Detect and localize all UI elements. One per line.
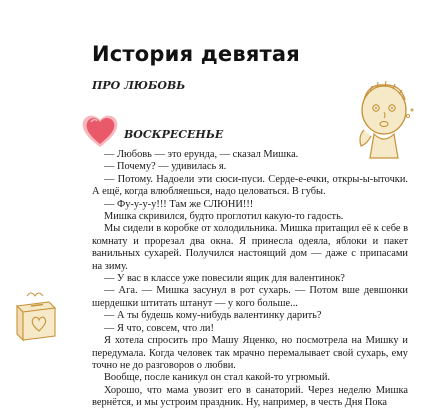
paragraph: — Фу-у-у-у!!! Там же СЛЮНИ!!!	[104, 198, 254, 210]
section-heading: ВОСКРЕСЕНЬЕ	[124, 128, 224, 141]
paragraph: — Я что, совсем, что ли!	[104, 322, 214, 334]
paragraph: Мы сидели в коробке от холодильника. Мишка притащил её к себе в комнату и прорезал два окна. Я принесла одеяла, яблоки и пакет ванильных сухарей. Получился настоящий дом — даже с припасами на зиму.	[92, 223, 408, 272]
paragraph: Я хотела спросить про Машу Яценко, но посмотрела на Мишку и передумала. Когда человек так мрачно перемалывает свой сухарь, ему точно не до разговоров о любви.	[92, 335, 408, 371]
heart-icon	[80, 111, 120, 149]
paragraph: Мишка скривился, будто проглотил какую-то гадость.	[104, 211, 344, 223]
paragraph: Хорошо, что мама увозит его в санаторий. Через неделю Мишка вернётся, и мы устроим праздник. Ну, например, в честь Дня Пока	[92, 384, 408, 409]
chapter-subtitle: ПРО ЛЮБОВЬ	[92, 79, 186, 92]
paragraph: — Любовь — это ерунда, — сказал Мишка.	[104, 149, 299, 160]
valentine-box-doodle	[11, 288, 61, 344]
paragraph: — Ага. — Мишка засунул в рот сухарь. — Потом вше девшонки шердешки штитать штанут — у кого больше...	[92, 285, 408, 309]
paragraph: — У вас в классе уже повесили ящик для валентинок?	[104, 273, 345, 285]
paragraph: — Почему? — удивилась я.	[104, 161, 227, 173]
chapter-title: История девятая	[92, 42, 300, 66]
paragraph: — А ты будешь кому-нибудь валентинку дарить?	[104, 310, 322, 322]
paragraph: — Потому. Надоели эти сюси-пуси. Серде-е-ечки, откры-ы-ыточки. А ещё, когда влюбляешься, надо целоваться. В губы.	[92, 173, 408, 198]
paragraph: Вообще, после каникул он стал какой-то угрюмый.	[104, 372, 331, 384]
story-text	[92, 149, 408, 410]
